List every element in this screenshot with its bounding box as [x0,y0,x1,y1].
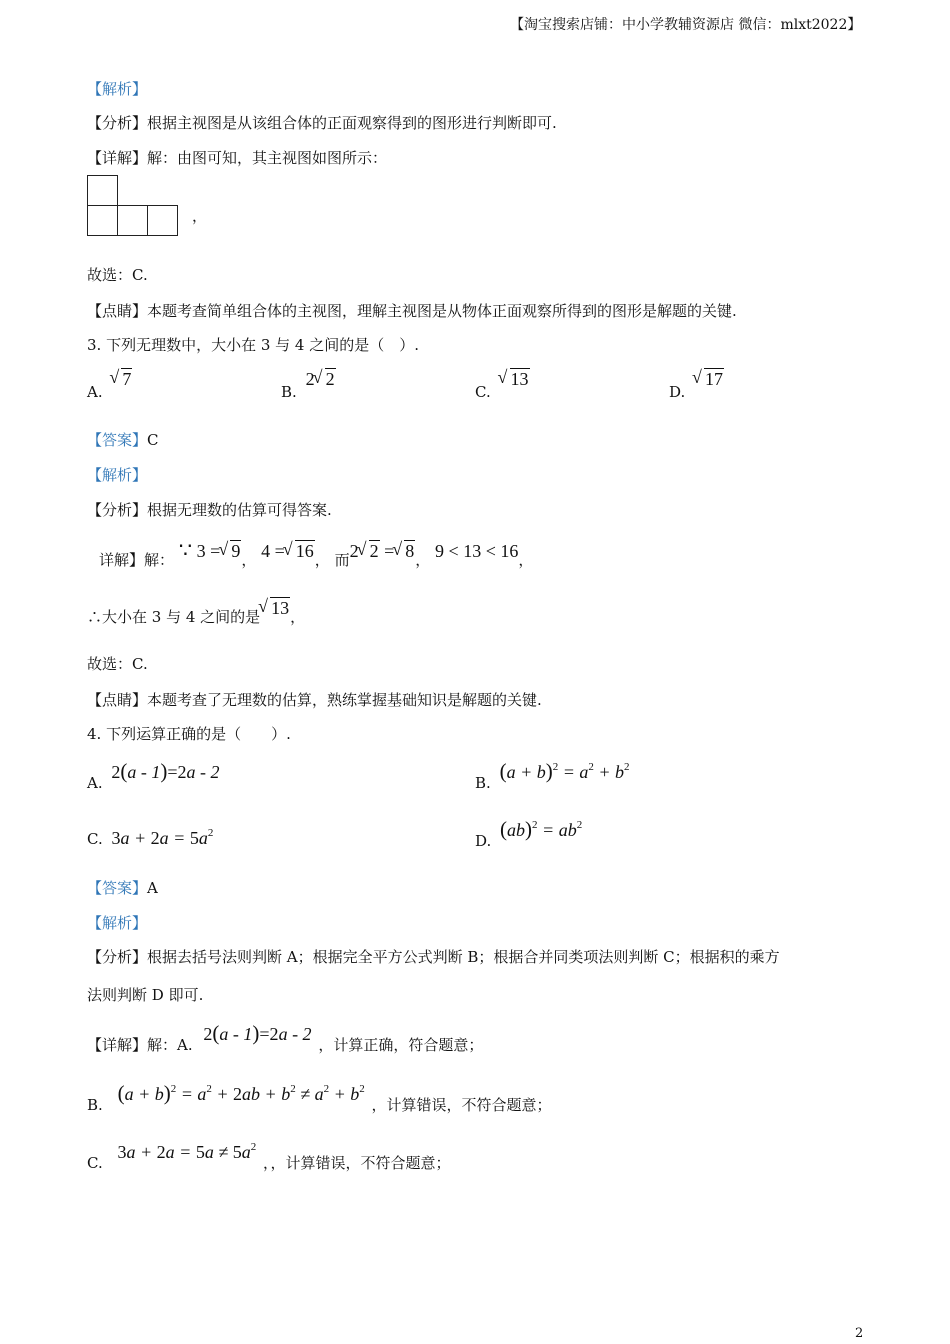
fenxi-text: 根据主视图是从该组合体的正面观察得到的图形进行判断即可. [147,114,557,132]
xiangjie-tag: 【详解】 [87,1036,148,1054]
q4-detail-a [87,1021,484,1056]
jiexi-label: 【解析】 [87,914,148,932]
xiangjie-text: 解：由图可知，其主视图如图所示： [147,149,388,167]
q4-option-d [475,817,583,852]
q4-option-c [87,827,214,849]
option-label: D. [475,832,492,850]
option-expr: 2√ 2 [306,369,336,389]
detail-label: B. [87,1096,103,1114]
equation-2: 4 =√ 16 [261,541,315,561]
grid-cell-bottom-2 [117,205,148,236]
fenxi-text: 根据无理数的估算可得答案. [147,501,332,519]
fenxi-tag: 【分析】 [87,114,148,132]
answer-value: A [147,879,158,897]
q3-answer [87,429,159,450]
q3-option-b [281,369,335,402]
equation-3: 2√ 2 =√ 8 [350,541,416,561]
option-label: B. [475,774,491,792]
q3-detail: 详解】解： ∵ 3 =√ 9， 4 =√ 16， 而2√ 2 =√ 8， 9 < 13 < 16， [99,538,533,563]
q2-choice: 故选：C. [87,266,148,284]
diagram-comma: ， [192,207,208,225]
jiexi-label: 【解析】 [87,80,148,98]
q3-option-d [669,369,724,402]
q4-option-b [475,759,630,794]
dianjing-text: 本题考查简单组合体的主视图，理解主视图是从物体正面观察所得到的图形是解题的关键. [147,302,737,320]
sqrt-sign: √ 2 [315,369,336,390]
er-text: 而 [334,551,350,569]
fenxi-tag: 【分析】 [87,501,148,519]
q3-choice: 故选：C. [87,655,148,673]
therefore-text: ∴大小在 3 与 4 之间的是 [87,608,261,626]
detail-b-suffix: ，计算错误，不符合题意； [371,1096,552,1114]
sqrt-sign: √ 16 [285,541,315,562]
detail-expr-a: 2(a - 1)=2a - 2 [203,1021,312,1045]
q2-analysis [87,112,557,133]
page-header: 【淘宝搜索店铺：中小学教辅资源店 微信：mlxt2022】 [510,17,862,33]
grid-cell-bottom-1 [87,205,118,236]
xiangjie-tag: 【详解】 [87,149,148,167]
q4-analysis [87,946,780,967]
grid-cell-top [87,175,118,206]
fenxi-tag: 【分析】 [87,948,148,966]
fenxi-text: 根据去括号法则判断 A；根据完全平方公式判断 B；根据合并同类项法则判断 C；根据积的乘方 [147,948,780,966]
page-number: 2 [855,1326,864,1341]
sqrt-sign: √ 13 [260,598,290,619]
sqrt-sign: √ 13 [500,369,530,390]
q2-remark [87,300,737,321]
q3-option-c [475,369,529,402]
detail-c-suffix: ，，计算错误，不符合题意； [262,1154,451,1172]
dianjing-tag: 【点睛】 [87,302,148,320]
q3-stem: 3. 下列无理数中，大小在 3 与 4 之间的是（ ）. [87,336,420,354]
detail-expr-b: $(a + b)^2 = a^2 + 2ab + b^2 \ne a^2 + b^2$ [117,1081,365,1105]
option-label: D. [669,383,686,401]
option-label: C. [475,383,491,401]
option-expr: $3a + 2a = 5a^2$ [111,827,214,848]
xiangjie-prefix: 详解】解： [99,551,175,569]
conclusion-expr [260,598,290,618]
option-expr [500,369,530,389]
q4-analysis-cont: 法则判断 D 即可. [87,986,204,1004]
sqrt-sign: √ 8 [394,541,415,562]
q4-detail-b [87,1081,552,1116]
dianjing-text: 本题考查了无理数的估算，熟练掌握基础知识是解题的关键. [147,691,542,709]
dianjing-tag: 【点睛】 [87,691,148,709]
q4-stem: 4. 下列运算正确的是（ ）. [87,725,291,743]
jiexi-label: 【解析】 [87,466,148,484]
q4-answer [87,877,158,898]
option-expr: 2(a - 1)=2a - 2 [111,759,220,783]
sqrt-sign: √ 2 [359,541,380,562]
q2-detail [87,147,387,168]
option-expr [694,369,724,389]
sqrt-sign: √ 9 [220,541,241,562]
answer-tag: 【答案】 [87,879,148,897]
q3-remark [87,689,542,710]
option-expr: $(a + b)^2 = a^2 + b^2$ [499,759,630,783]
option-label: C. [87,830,103,848]
q3-analysis [87,499,332,520]
detail-label: C. [87,1154,103,1172]
inequality: 9 < 13 < 16 [435,541,519,561]
option-label: A. [87,774,103,792]
grid-cell-bottom-3 [147,205,178,236]
front-view-diagram [87,175,179,236]
q4-detail-c [87,1141,451,1173]
answer-tag: 【答案】 [87,431,148,449]
detail-a-suffix: ，计算正确，符合题意； [318,1036,484,1054]
option-expr: $(ab)^2 = ab^2$ [500,817,583,841]
q4-option-a [87,759,220,794]
q3-option-a [87,369,132,402]
detail-expr-c: $3a + 2a = 5a \ne 5a^2$ [117,1141,257,1162]
xiangjie-prefix: 解：A. [147,1036,193,1054]
q3-conclusion: ∴大小在 3 与 4 之间的是√ 13， [87,598,305,619]
equation-1: ∵ 3 =√ 9 [179,541,242,561]
option-expr [111,369,132,389]
sqrt-sign: √ 7 [111,369,132,390]
option-label: A. [87,383,103,401]
answer-value: C [147,431,159,449]
sqrt-sign: √ 17 [694,369,724,390]
option-label: B. [281,383,297,401]
